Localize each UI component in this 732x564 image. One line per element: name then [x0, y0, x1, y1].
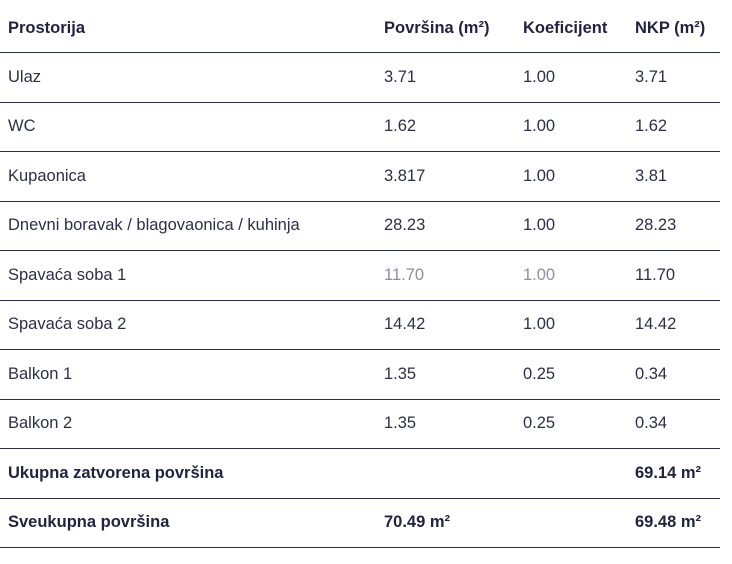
header-area: Površina (m²) [376, 0, 515, 53]
nkp-cell: 3.71 [627, 53, 720, 103]
room-cell: Kupaonica [0, 152, 376, 202]
total-row-overall [0, 498, 720, 548]
total-coefficient [515, 498, 627, 548]
table-row [0, 53, 720, 103]
coefficient-cell: 1.00 [515, 53, 627, 103]
table-row [0, 201, 720, 251]
area-cell: 3.71 [376, 53, 515, 103]
area-cell: 1.35 [376, 399, 515, 449]
room-cell: Balkon 1 [0, 350, 376, 400]
header-coefficient: Koeficijent [515, 0, 627, 53]
area-cell: 1.62 [376, 102, 515, 152]
coefficient-cell: 0.25 [515, 399, 627, 449]
room-cell: Balkon 2 [0, 399, 376, 449]
area-cell: 11.70 [376, 251, 515, 301]
total-area: 70.49 m² [376, 498, 515, 548]
total-row-enclosed [0, 449, 720, 499]
total-nkp: 69.48 m² [627, 498, 720, 548]
nkp-cell: 3.81 [627, 152, 720, 202]
table-row [0, 300, 720, 350]
table-row [0, 251, 720, 301]
header-room: Prostorija [0, 0, 376, 53]
area-cell: 28.23 [376, 201, 515, 251]
coefficient-cell: 1.00 [515, 300, 627, 350]
table-row [0, 350, 720, 400]
total-area [376, 449, 515, 499]
coefficient-cell: 0.25 [515, 350, 627, 400]
area-cell: 1.35 [376, 350, 515, 400]
header-nkp: NKP (m²) [627, 0, 720, 53]
header-row [0, 0, 720, 53]
nkp-cell: 28.23 [627, 201, 720, 251]
room-cell: Spavaća soba 2 [0, 300, 376, 350]
area-cell: 14.42 [376, 300, 515, 350]
coefficient-cell: 1.00 [515, 251, 627, 301]
nkp-cell: 0.34 [627, 399, 720, 449]
total-coefficient [515, 449, 627, 499]
area-cell: 3.817 [376, 152, 515, 202]
table-header [0, 0, 720, 53]
table-row [0, 399, 720, 449]
room-cell: Ulaz [0, 53, 376, 103]
room-cell: Spavaća soba 1 [0, 251, 376, 301]
room-cell: WC [0, 102, 376, 152]
nkp-cell: 1.62 [627, 102, 720, 152]
nkp-cell: 0.34 [627, 350, 720, 400]
coefficient-cell: 1.00 [515, 152, 627, 202]
nkp-cell: 11.70 [627, 251, 720, 301]
room-cell: Dnevni boravak / blagovaonica / kuhinja [0, 201, 376, 251]
total-nkp: 69.14 m² [627, 449, 720, 499]
coefficient-cell: 1.00 [515, 102, 627, 152]
table-row [0, 102, 720, 152]
table-row [0, 152, 720, 202]
total-label: Sveukupna površina [0, 498, 376, 548]
nkp-cell: 14.42 [627, 300, 720, 350]
table-body [0, 53, 720, 548]
coefficient-cell: 1.00 [515, 201, 627, 251]
total-label: Ukupna zatvorena površina [0, 449, 376, 499]
